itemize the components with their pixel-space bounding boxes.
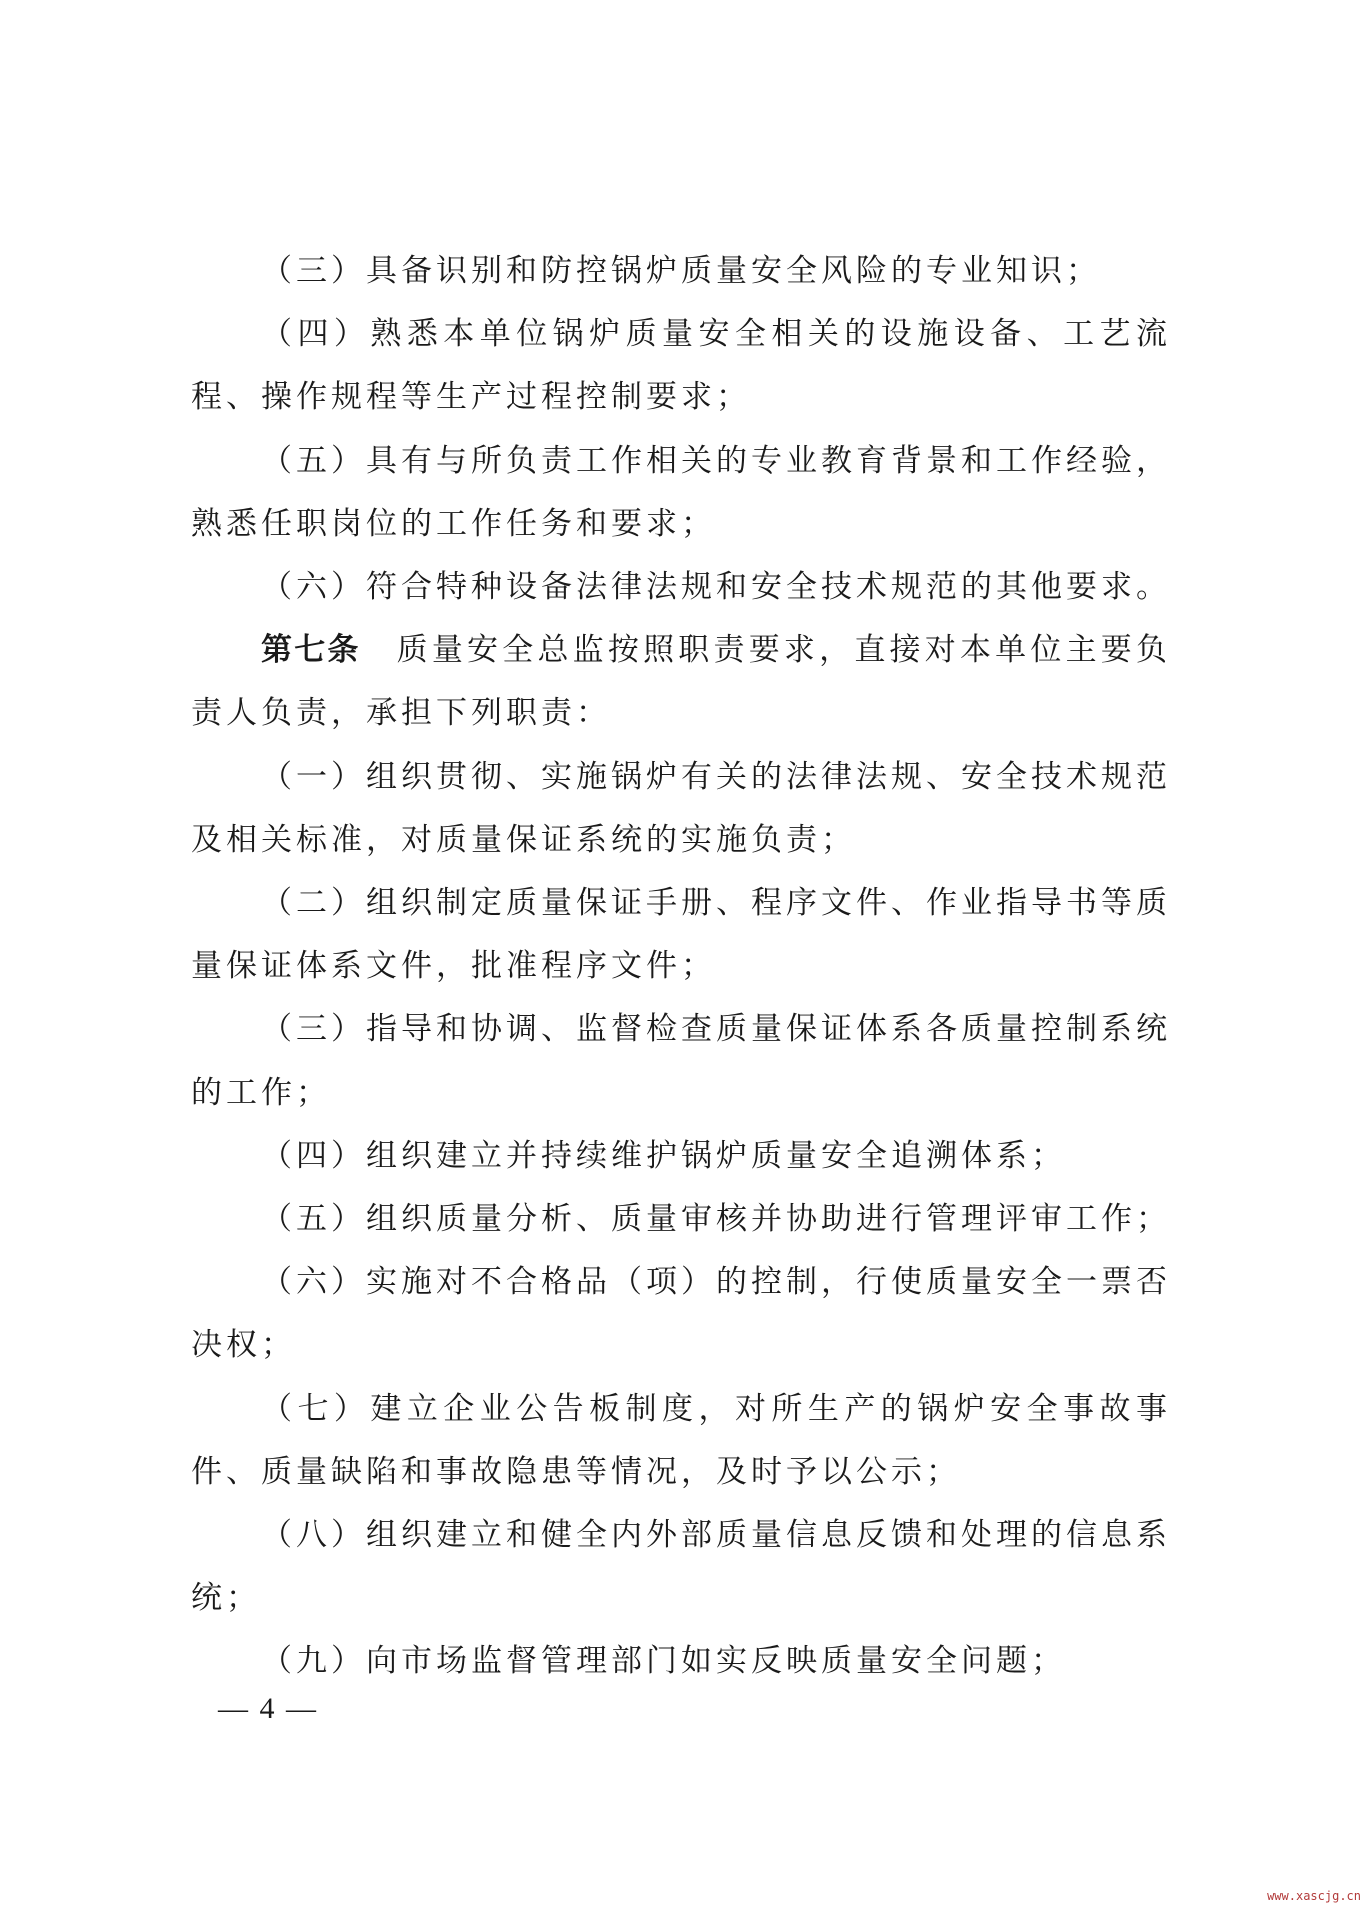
paragraph-13 xyxy=(191,1630,1171,1693)
paragraph-10 xyxy=(191,1251,1171,1377)
paragraph-text: （四）组织建立并持续维护锅炉质量安全追溯体系； xyxy=(261,1137,1066,1174)
paragraph-5 xyxy=(191,746,1171,872)
paragraph-text: （五）具有与所负责工作相关的专业教育背景和工作经验，熟悉任职岗位的工作任务和要求； xyxy=(191,442,1171,542)
paragraph-text: （八）组织建立和健全内外部质量信息反馈和处理的信息系统； xyxy=(191,1517,1171,1617)
paragraph-text: （三）具备识别和防控锅炉质量安全风险的专业知识； xyxy=(261,253,1101,289)
paragraph-text: 质量安全总监按照职责要求，直接对本单位主要负责人负责，承担下列职责： xyxy=(191,632,1171,732)
paragraph-text: （五）组织质量分析、质量审核并协助进行管理评审工作； xyxy=(261,1201,1171,1238)
paragraph-1 xyxy=(191,303,1171,429)
paragraph-12 xyxy=(191,1504,1171,1630)
paragraph-6 xyxy=(191,872,1171,998)
paragraph-text: （六）实施对不合格品（项）的控制，行使质量安全一票否决权； xyxy=(191,1264,1171,1364)
paragraph-3 xyxy=(191,556,1171,619)
paragraph-0 xyxy=(191,240,1171,303)
paragraph-text: （二）组织制定质量保证手册、程序文件、作业指导书等质量保证体系文件，批准程序文件； xyxy=(191,885,1171,985)
paragraph-text: （四）熟悉本单位锅炉质量安全相关的设施设备、工艺流程、操作规程等生产过程控制要求； xyxy=(191,316,1171,416)
site-watermark: www.xascjg.cn xyxy=(1267,1889,1361,1903)
paragraph-text: （七）建立企业公告板制度，对所生产的锅炉安全事故事件、质量缺陷和事故隐患等情况，及时予以公示； xyxy=(191,1390,1171,1490)
paragraph-text: （三）指导和协调、监督检查质量保证体系各质量控制系统的工作； xyxy=(191,1011,1171,1111)
paragraph-text: （九）向市场监督管理部门如实反映质量安全问题； xyxy=(261,1643,1066,1680)
document-body xyxy=(191,240,1171,1694)
paragraph-2 xyxy=(191,430,1171,556)
paragraph-8 xyxy=(191,1125,1171,1188)
paragraph-text: （一）组织贯彻、实施锅炉有关的法律法规、安全技术规范及相关标准，对质量保证系统的实施负责； xyxy=(191,758,1171,858)
article-7-paragraph xyxy=(191,619,1171,745)
paragraph-text: （六）符合特种设备法律法规和安全技术规范的其他要求。 xyxy=(261,569,1171,606)
paragraph-7 xyxy=(191,998,1171,1124)
page-number: — 4 — xyxy=(218,1692,318,1725)
paragraph-11 xyxy=(191,1378,1171,1504)
article-heading: 第七条 xyxy=(261,632,361,669)
paragraph-9 xyxy=(191,1188,1171,1251)
